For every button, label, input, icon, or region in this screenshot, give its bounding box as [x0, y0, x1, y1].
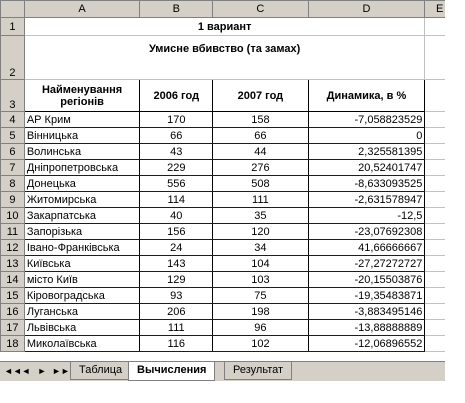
row-header[interactable]: 5 — [1, 128, 25, 144]
region-cell[interactable]: Кіровоградська — [24, 288, 140, 304]
table-row — [1, 224, 455, 240]
value-2006-cell[interactable]: 43 — [140, 144, 213, 160]
value-2007-cell[interactable]: 158 — [213, 112, 308, 128]
table-row — [1, 144, 455, 160]
row-header[interactable]: 4 — [1, 112, 25, 128]
region-cell[interactable]: Миколаївська — [24, 336, 140, 352]
value-2006-cell[interactable]: 143 — [140, 256, 213, 272]
sheet-title[interactable]: 1 вариант — [24, 18, 425, 36]
value-2006-cell[interactable]: 116 — [140, 336, 213, 352]
tab-vychisleniya[interactable]: Вычисления — [128, 362, 215, 381]
region-cell[interactable]: Дніпропетровська — [24, 160, 140, 176]
page-edge — [0, 388, 465, 403]
region-cell[interactable]: Київська — [24, 256, 140, 272]
tab-rezultat[interactable]: Результат — [224, 362, 292, 380]
header-region[interactable]: Найменування регіонів — [24, 80, 140, 112]
row-header[interactable]: 13 — [1, 256, 25, 272]
value-2007-cell[interactable]: 34 — [213, 240, 308, 256]
value-2007-cell[interactable]: 120 — [213, 224, 308, 240]
dynamics-cell[interactable]: -19,35483871 — [308, 288, 425, 304]
value-2007-cell[interactable]: 35 — [213, 208, 308, 224]
value-2006-cell[interactable]: 114 — [140, 192, 213, 208]
last-sheet-button[interactable]: ►► — [52, 366, 70, 376]
dynamics-cell[interactable]: 41,66666667 — [308, 240, 425, 256]
row-header[interactable]: 3 — [1, 80, 25, 112]
table-row — [1, 112, 455, 128]
row-header[interactable]: 12 — [1, 240, 25, 256]
dynamics-cell[interactable]: -2,631578947 — [308, 192, 425, 208]
table-row — [1, 288, 455, 304]
value-2007-cell[interactable]: 276 — [213, 160, 308, 176]
table-row — [1, 208, 455, 224]
dynamics-cell[interactable]: -3,883495146 — [308, 304, 425, 320]
row-header[interactable]: 2 — [1, 36, 25, 80]
value-2007-cell[interactable]: 103 — [213, 272, 308, 288]
value-2007-cell[interactable]: 44 — [213, 144, 308, 160]
value-2006-cell[interactable]: 93 — [140, 288, 213, 304]
dynamics-cell[interactable]: -13,88888889 — [308, 320, 425, 336]
dynamics-cell[interactable]: -8,633093525 — [308, 176, 425, 192]
value-2006-cell[interactable]: 556 — [140, 176, 213, 192]
table-row — [1, 128, 455, 144]
value-2006-cell[interactable]: 170 — [140, 112, 213, 128]
table-row — [1, 192, 455, 208]
row-header[interactable]: 6 — [1, 144, 25, 160]
sheet-subtitle[interactable]: Умисне вбивство (та замах) — [24, 36, 425, 80]
sheet-tab-bar — [0, 361, 445, 381]
dynamics-cell[interactable]: -23,07692308 — [308, 224, 425, 240]
region-cell[interactable]: Закарпатська — [24, 208, 140, 224]
value-2007-cell[interactable]: 104 — [213, 256, 308, 272]
header-dynamics[interactable]: Динамика, в % — [308, 80, 425, 112]
region-cell[interactable]: Запорізька — [24, 224, 140, 240]
dynamics-cell[interactable]: -7,058823529 — [308, 112, 425, 128]
dynamics-cell[interactable]: -12,06896552 — [308, 336, 425, 352]
value-2006-cell[interactable]: 206 — [140, 304, 213, 320]
value-2007-cell[interactable]: 111 — [213, 192, 308, 208]
value-2007-cell[interactable]: 96 — [213, 320, 308, 336]
column-header-d[interactable]: D — [308, 1, 425, 18]
table-row — [1, 272, 455, 288]
row-header[interactable]: 9 — [1, 192, 25, 208]
row-header[interactable]: 10 — [1, 208, 25, 224]
value-2007-cell[interactable]: 66 — [213, 128, 308, 144]
value-2006-cell[interactable]: 229 — [140, 160, 213, 176]
next-sheet-button[interactable]: ► — [37, 366, 47, 376]
row-header[interactable]: 18 — [1, 336, 25, 352]
row-header[interactable]: 7 — [1, 160, 25, 176]
table-row — [1, 176, 455, 192]
row-header[interactable]: 11 — [1, 224, 25, 240]
value-2006-cell[interactable]: 24 — [140, 240, 213, 256]
column-header-e[interactable]: E — [425, 1, 455, 18]
table-row — [1, 256, 455, 272]
value-2006-cell[interactable]: 111 — [140, 320, 213, 336]
value-2007-cell[interactable]: 508 — [213, 176, 308, 192]
region-cell[interactable]: Волинська — [24, 144, 140, 160]
row-header[interactable]: 16 — [1, 304, 25, 320]
column-header-b[interactable]: B — [140, 1, 213, 18]
region-cell[interactable]: місто Київ — [24, 272, 140, 288]
value-2006-cell[interactable]: 156 — [140, 224, 213, 240]
value-2007-cell[interactable]: 75 — [213, 288, 308, 304]
region-cell[interactable]: АР Крим — [24, 112, 140, 128]
dynamics-cell[interactable]: 0 — [308, 128, 425, 144]
dynamics-cell[interactable]: -27,27272727 — [308, 256, 425, 272]
row-header[interactable]: 8 — [1, 176, 25, 192]
header-2007[interactable]: 2007 год — [213, 80, 308, 112]
dynamics-cell[interactable]: -20,15503876 — [308, 272, 425, 288]
prev-sheet-button[interactable]: ◄ — [21, 366, 31, 376]
row-header[interactable]: 14 — [1, 272, 25, 288]
dynamics-cell[interactable]: 20,52401747 — [308, 160, 425, 176]
value-2006-cell[interactable]: 129 — [140, 272, 213, 288]
dynamics-cell[interactable]: -12,5 — [308, 208, 425, 224]
region-cell[interactable]: Житомирська — [24, 192, 140, 208]
page-edge — [445, 0, 465, 403]
row-header[interactable]: 1 — [1, 18, 25, 36]
row-header[interactable]: 17 — [1, 320, 25, 336]
value-2006-cell[interactable]: 66 — [140, 128, 213, 144]
region-cell[interactable]: Донецька — [24, 176, 140, 192]
row-header[interactable]: 15 — [1, 288, 25, 304]
tab-tablica[interactable]: Таблица — [70, 362, 131, 380]
region-cell[interactable]: Львівська — [24, 320, 140, 336]
table-row — [1, 304, 455, 320]
column-header-a[interactable]: A — [24, 1, 140, 18]
header-2006[interactable]: 2006 год — [140, 80, 213, 112]
value-2006-cell[interactable]: 40 — [140, 208, 213, 224]
dynamics-cell[interactable]: 2,325581395 — [308, 144, 425, 160]
table-row — [1, 240, 455, 256]
first-sheet-button[interactable]: ◄◄ — [4, 366, 22, 376]
column-header-c[interactable]: C — [213, 1, 308, 18]
table-row — [1, 160, 455, 176]
value-2007-cell[interactable]: 198 — [213, 304, 308, 320]
region-cell[interactable]: Вінницька — [24, 128, 140, 144]
region-cell[interactable]: Івано-Франківська — [24, 240, 140, 256]
table-row — [1, 320, 455, 336]
select-all-corner[interactable] — [1, 1, 25, 18]
table-row — [1, 336, 455, 352]
region-cell[interactable]: Луганська — [24, 304, 140, 320]
value-2007-cell[interactable]: 102 — [213, 336, 308, 352]
